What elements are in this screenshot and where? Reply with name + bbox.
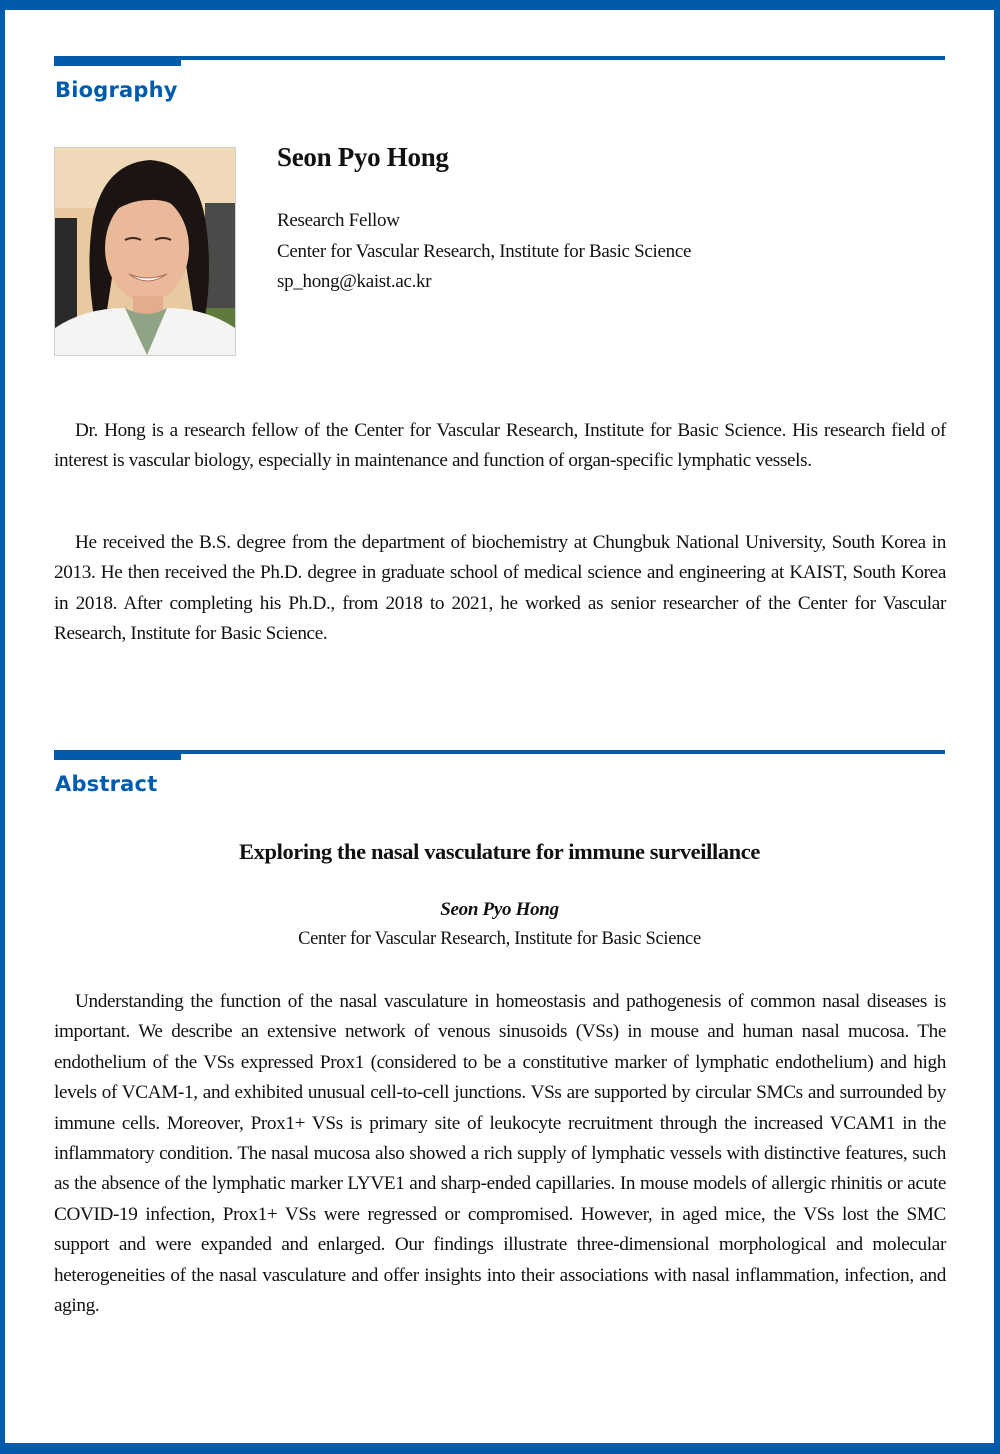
contact-info — [277, 206, 691, 298]
document-page — [5, 10, 994, 1443]
biography-paragraph: Dr. Hong is a research fellow of the Center for Vascular Research, Institute for Basic Science. His research field of interest is vascular biology, especially in maintenance and function of organ-specific lymphatic vessels. — [54, 420, 946, 472]
abstract-affiliation: Center for Vascular Research, Institute for Basic Science — [298, 929, 701, 949]
person-position: Research Fellow — [277, 210, 400, 231]
profile-photo — [54, 147, 236, 356]
person-email[interactable]: sp_hong@kaist.ac.kr — [277, 271, 432, 292]
abstract-title: Exploring the nasal vasculature for immune surveillance — [239, 839, 760, 864]
person-affiliation: Center for Vascular Research, Institute for Basic Science — [277, 240, 692, 262]
section-rule-accent — [54, 750, 181, 760]
section-title-biography: Biography — [55, 78, 178, 102]
section-rule-abstract — [54, 750, 945, 754]
person-name: Seon Pyo Hong — [277, 142, 449, 172]
portrait-image — [55, 148, 235, 355]
section-title-abstract: Abstract — [55, 772, 158, 796]
section-rule-biography — [54, 56, 945, 60]
section-rule-accent — [54, 56, 181, 66]
abstract-body: Understanding the function of the nasal vasculature in homeostasis and pathogenesis of common nasal diseases is important. We describe an extensive network of venous sinusoids (VSs) in mouse and human nasal mucosa. The endothelium of the VSs expressed Prox1 (considered to be a constitutive marker of lymphatic endothelium) and high levels of VCAM-1, and exhibited unusual cell-to-cell junctions. VSs are supported by circular SMCs and surrounded by immune cells. Moreover, Prox1+ VSs is primary site of leukocyte recruitment through the increased VCAM1 in the inflammatory condition. The nasal mucosa also showed a rich supply of lymphatic vessels with distinctive features, such as the absence of the lymphatic marker LYVE1 and sharp-ended capillaries. In mouse models of allergic rhinitis or acute COVID-19 infection, Prox1+ VSs were regressed or compromised. However, in aged mice, the VSs lost the SMC support and were expanded and enlarged. Our findings illustrate three-dimensional morphological and molecular heterogeneities of the nasal vasculature and offer insights into their associations with nasal inflammation, infection, and aging. — [54, 991, 946, 1317]
biography-paragraph: He received the B.S. degree from the department of biochemistry at Chungbuk National University, South Korea in 2013. He then received the Ph.D. degree in graduate school of medical science and engineering at KAIST, South Korea in 2018. After completing his Ph.D., from 2018 to 2021, he worked as senior researcher of the Center for Vascular Research, Institute for Basic Science. — [54, 532, 946, 645]
abstract-author: Seon Pyo Hong — [440, 899, 559, 920]
